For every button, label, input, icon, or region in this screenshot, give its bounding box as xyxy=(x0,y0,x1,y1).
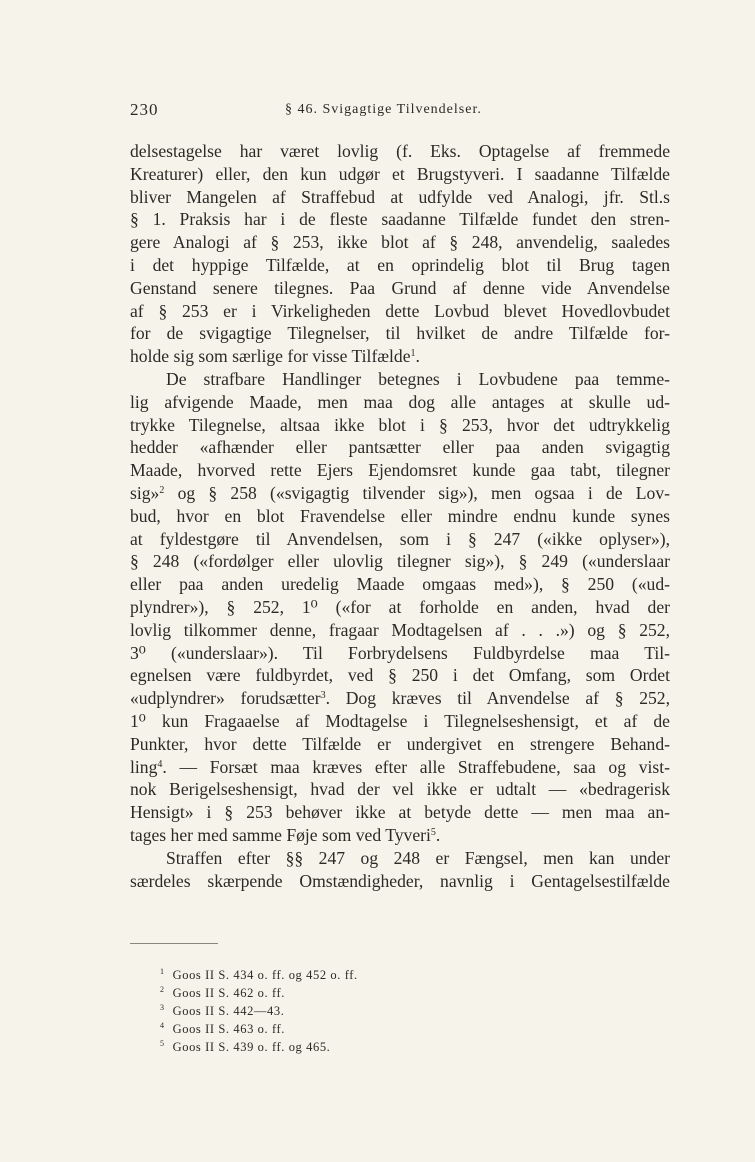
footnote xyxy=(160,1020,560,1038)
body-line xyxy=(130,824,670,847)
body-line: af § 253 er i Virkeligheden dette Lovbud blevet Hovedlovbudet xyxy=(130,300,670,321)
footnotes xyxy=(160,966,560,1056)
page-number: 230 xyxy=(130,100,159,119)
body-line: 3⁰ («underslaar»). Til Forbrydelsens Fuldbyrdelse maa Til- xyxy=(130,642,670,663)
body-line: plyndrer»), § 252, 1⁰ («for at forholde en anden, hvad der xyxy=(130,596,670,617)
body-line: Hensigt» i § 253 behøver ikke at betyde dette — men maa an- xyxy=(130,802,670,823)
body-line-text: ling xyxy=(130,756,158,777)
body-line xyxy=(130,482,670,505)
body-line-text: . xyxy=(415,346,420,367)
body-line: trykke Tilegnelse, altsaa ikke blot i § 253, hvor det udtrykkelig xyxy=(130,414,670,435)
footnote-text: Goos II S. 463 o. ff. xyxy=(172,1022,285,1036)
footnote-mark: 4 xyxy=(160,1021,165,1030)
body-line: nok Berigelseshensigt, hvad der vel ikke er udtalt — «bedragerisk xyxy=(130,779,670,800)
body-line: hedder «afhænder eller pantsætter eller paa anden svigagtig xyxy=(130,437,670,458)
footnote xyxy=(160,966,560,984)
footnote-text: Goos II S. 434 o. ff. og 452 o. ff. xyxy=(172,968,358,982)
footnote-divider xyxy=(130,943,218,944)
footnote-ref: 4 xyxy=(157,758,163,770)
body-line-text: . xyxy=(435,824,441,845)
footnote-text: Goos II S. 439 o. ff. og 465. xyxy=(172,1040,331,1054)
body-line: bud, hvor en blot Fravendelse eller mindre endnu kunde synes xyxy=(130,505,670,526)
body-line-text: tages her med samme Føje som ved Tyveri xyxy=(130,824,431,845)
body-line: De strafbare Handlinger betegnes i Lovbudene paa temme- xyxy=(166,368,670,389)
body-line-text: holde sig som særlige for visse Tilfælde xyxy=(130,346,411,367)
body-line: Maade, hvorved rette Ejers Ejendomsret kunde gaa tabt, tilegner xyxy=(130,460,670,481)
body-line: særdeles skærpende Omstændigheder, navnlig i Gentagelsestilfælde xyxy=(130,870,670,891)
footnote-mark: 1 xyxy=(160,967,165,976)
body-line: § 248 («fordølger eller ulovlig tilegner sig»), § 249 («underslaar xyxy=(130,551,670,572)
body-line: Genstand senere tilegnes. Paa Grund af denne vide Anvendelse xyxy=(130,277,670,298)
body-line-text: sig» xyxy=(130,482,160,503)
body-line: 1⁰ kun Fragaaelse af Modtagelse i Tilegnelseshensigt, et af de xyxy=(130,710,670,731)
body-line: Straffen efter §§ 247 og 248 er Fængsel, men kan under xyxy=(166,847,670,868)
running-head: § 46. Svigagtige Tilvendelser. xyxy=(285,102,482,117)
footnote xyxy=(160,1002,560,1020)
footnote xyxy=(160,984,560,1002)
footnote-ref: 5 xyxy=(430,826,436,838)
body-line xyxy=(130,345,670,368)
body-line-text: . Dog kræves til Anvendelse af § 252, xyxy=(325,688,670,709)
footnote-mark: 5 xyxy=(160,1039,165,1048)
footnote xyxy=(160,1038,560,1056)
footnote-text: Goos II S. 442—43. xyxy=(172,1004,285,1018)
body-line: gere Analogi af § 253, ikke blot af § 248, anvendelig, saaledes xyxy=(130,232,670,253)
body-line: at fyldestgøre til Anvendelsen, som i § 247 («ikke oplyser»), xyxy=(130,528,670,549)
body-line: delsestagelse har været lovlig (f. Eks. Optagelse af fremmede xyxy=(130,141,670,161)
page-header xyxy=(130,100,670,122)
footnote-text: Goos II S. 462 o. ff. xyxy=(172,986,285,1000)
body-line-text: . — Forsæt maa kræves efter alle Straffebudene, saa og vist- xyxy=(162,756,670,777)
footnote-ref: 1 xyxy=(410,348,416,360)
body-line: Punkter, hvor dette Tilfælde er undergivet en strengere Behand- xyxy=(130,733,670,754)
body-line-text: og § 258 («svigagtig tilvender sig»), men ogsaa i de Lov- xyxy=(164,482,670,503)
body-line: Kreaturer) eller, den kun udgør et Brugstyveri. I saadanne Tilfælde xyxy=(130,163,670,184)
body-line: lovlig tilkommer denne, fragaar Modtagelsen af . . .») og § 252, xyxy=(130,619,670,640)
body-line: for de svigagtige Tilegnelser, til hvilket de andre Tilfælde for- xyxy=(130,323,670,344)
body-line: lig afvigende Maade, men maa dog alle antages at skulle ud- xyxy=(130,391,670,412)
body-line: eller paa anden uredelig Maade omgaas med»), § 250 («ud- xyxy=(130,574,670,595)
body-line xyxy=(130,756,670,779)
body-line-text: «udplyndrer» forudsætter xyxy=(130,688,321,709)
footnote-mark: 2 xyxy=(160,985,165,994)
body-line: i det hyppige Tilfælde, at en oprindelig blot til Brug tagen xyxy=(130,254,670,275)
body-line xyxy=(130,687,670,710)
body-line: § 1. Praksis har i de fleste saadanne Tilfælde fundet den stren- xyxy=(130,209,670,230)
body-line: egnelsen være fuldbyrdet, ved § 250 i det Omfang, som Ordet xyxy=(130,665,670,686)
body-text xyxy=(130,140,670,892)
footnote-mark: 3 xyxy=(160,1003,165,1012)
footnote-ref: 2 xyxy=(159,484,165,496)
body-line: bliver Mangelen af Straffebud at udfylde ved Analogi, jfr. Stl.s xyxy=(130,186,670,207)
footnote-ref: 3 xyxy=(320,690,326,702)
